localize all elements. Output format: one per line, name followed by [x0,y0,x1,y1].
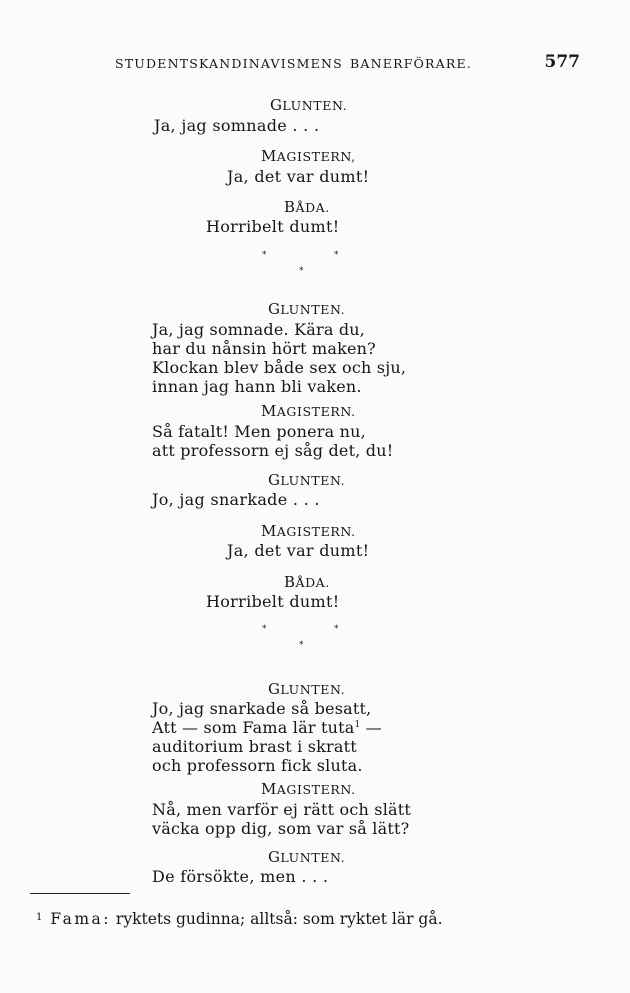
footnote-text: ryktets gudinna; alltså: som ryktet lär gå. [110,910,443,928]
verse-line: Klockan blev både sex och sju, [152,358,407,377]
speaker-glunten: GLUNTEN. [268,848,346,866]
running-title: STUDENTSKANDINAVISMENS BANERFÖRARE. [115,56,473,71]
verse-line: Nå, men varför ej rätt och slätt [152,800,412,819]
verse-line: Ja, det var dumt! [227,541,370,560]
verse-line: och professorn fick sluta. [152,756,363,775]
asterism [262,250,342,280]
footnote-term: Fama: [50,910,111,928]
verse-line: Ja, det var dumt! [227,167,370,186]
footnote-mark: 1 [36,912,43,923]
footnote-reference[interactable]: 1 [354,720,361,730]
verse-line: Ja, jag somnade. Kära du, [152,320,366,339]
verse-line: innan jag hann bli vaken. [152,377,362,396]
footnote [36,910,443,928]
speaker-glunten: GLUNTEN. [268,471,346,489]
asterism-star: * [262,624,267,634]
speaker-glunten: GLUNTEN. [268,680,346,698]
speaker-magistern: MAGISTERN, [261,147,356,165]
speaker-magistern: MAGISTERN. [261,780,356,798]
asterism-star: * [262,250,267,260]
verse-line: Horribelt dumt! [206,217,340,236]
verse-line: Jo, jag snarkade . . . [152,490,320,509]
asterism-star: * [299,640,304,650]
speaker-bada: BÅDA. [284,198,330,216]
verse-line: väcka opp dig, som var så lätt? [152,819,410,838]
speaker-magistern: MAGISTERN. [261,522,356,540]
verse-line: att professorn ej såg det, du! [152,441,394,460]
speaker-magistern: MAGISTERN. [261,402,356,420]
speaker-glunten: GLUNTEN. [268,300,346,318]
speaker-glunten: GLUNTEN. [270,96,348,114]
verse-line: auditorium brast i skratt [152,737,357,756]
stanza [152,320,406,396]
verse-line: Ja, jag somnade . . . [154,116,320,135]
stanza [152,800,411,838]
stanza [152,699,382,775]
verse-line: Jo, jag snarkade så besatt, [152,699,372,718]
verse-line: Att — som Fama lär tuta$^1$ — [152,718,382,737]
footnote-rule [30,893,130,894]
stanza [152,422,393,460]
running-head [115,52,580,74]
asterism-star: * [334,624,339,634]
page-number: 577 [544,52,580,72]
asterism-star: * [334,250,339,260]
verse-line: har du nånsin hört maken? [152,339,376,358]
speaker-bada: BÅDA. [284,573,330,591]
verse-line: De försökte, men . . . [152,867,329,886]
asterism [262,624,342,654]
verse-line: Så fatalt! Men ponera nu, [152,422,366,441]
asterism-star: * [299,266,304,276]
verse-line: Horribelt dumt! [206,592,340,611]
